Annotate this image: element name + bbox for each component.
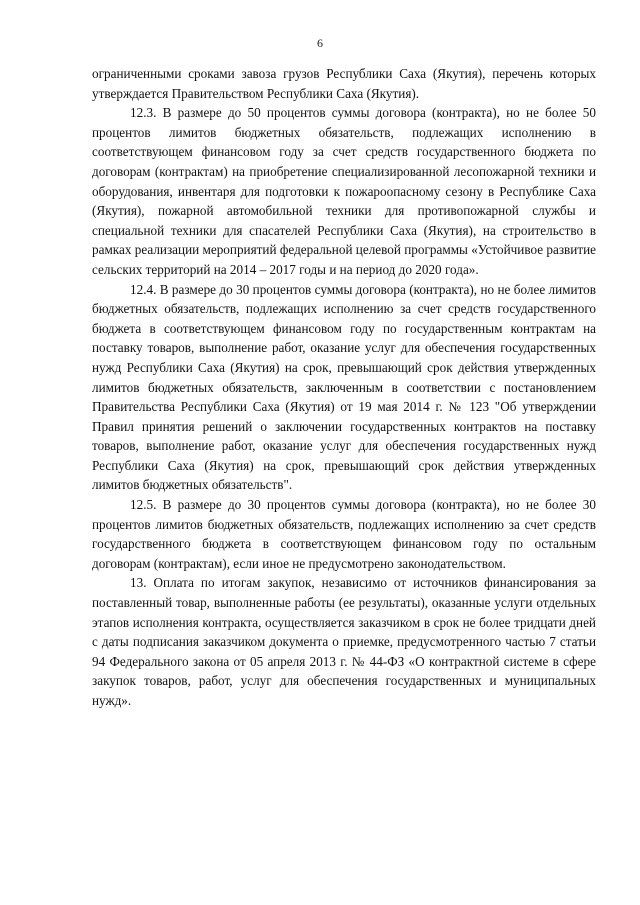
paragraph-12-3: 12.3. В размере до 50 процентов суммы договора (контракта), но не более 50 процентов лимитов бюджетных обязательств, подлежащих исполнению в соответствующем финансовом году за счет средств государственного бюджета по договорам (контрактам) на приобретение специализированной лесопожарной техники и оборудования, инвентаря для подготовки к пожароопасному сезону в Республике Саха (Якутия), пожарной автомобильной техники для противопожарной службы и специальной техники для спасателей Республики Саха (Якутия), на строительство в рамках реализации мероприятий федеральной целевой программы «Устойчивое развитие сельских территорий на 2014 – 2017 годы и на период до 2020 года».	[92, 105, 596, 277]
paragraph-continuation: ограниченными сроками завоза грузов Республики Саха (Якутия), перечень которых утверждается Правительством Республики Саха (Якутия).	[92, 66, 596, 101]
page-number: 6	[317, 36, 323, 50]
paragraph-12-5: 12.5. В размере до 30 процентов суммы договора (контракта), но не более 30 процентов лимитов бюджетных обязательств, подлежащих исполнению за счет средств государственного бюджета в соответствующем финансовом году по остальным договорам (контрактам), если иное не предусмотрено законодательством.	[92, 497, 596, 571]
document-body	[92, 64, 596, 711]
paragraph-12-4: 12.4. В размере до 30 процентов суммы договора (контракта), но не более лимитов бюджетных обязательств, подлежащих исполнению за счет средств государственного бюджета в соответствующем финансовом году по государственным контрактам на поставку товаров, выполнение работ, оказание услуг для обеспечения государственных нужд Республики Саха (Якутия) на срок, превышающий срок действия утвержденных лимитов бюджетных обязательств, заключенным в соответствии с постановлением Правительства Республики Саха (Якутия) от 19 мая 2014 г. № 123 "Об утверждении Правил принятия решений о заключении государственных контрактов на поставку товаров, выполнение работ, оказание услуг для обеспечения государственных нужд Республики Саха (Якутия) на срок, превышающий срок действия утвержденных лимитов бюджетных обязательств".	[92, 281, 596, 493]
paragraph-13: 13. Оплата по итогам закупок, независимо от источников финансирования за поставленный товар, выполненные работы (ее результаты), оказанные услуги отдельных этапов исполнения контракта, осуществляется заказчиком в срок не более тридцати дней с даты подписания заказчиком документа о приемке, предусмотренного частью 7 статьи 94 Федерального закона от 05 апреля 2013 г. № 44-ФЗ «О контрактной системе в сфере закупок товаров, работ, услуг для обеспечения государственных и муниципальных нужд».	[92, 575, 596, 708]
